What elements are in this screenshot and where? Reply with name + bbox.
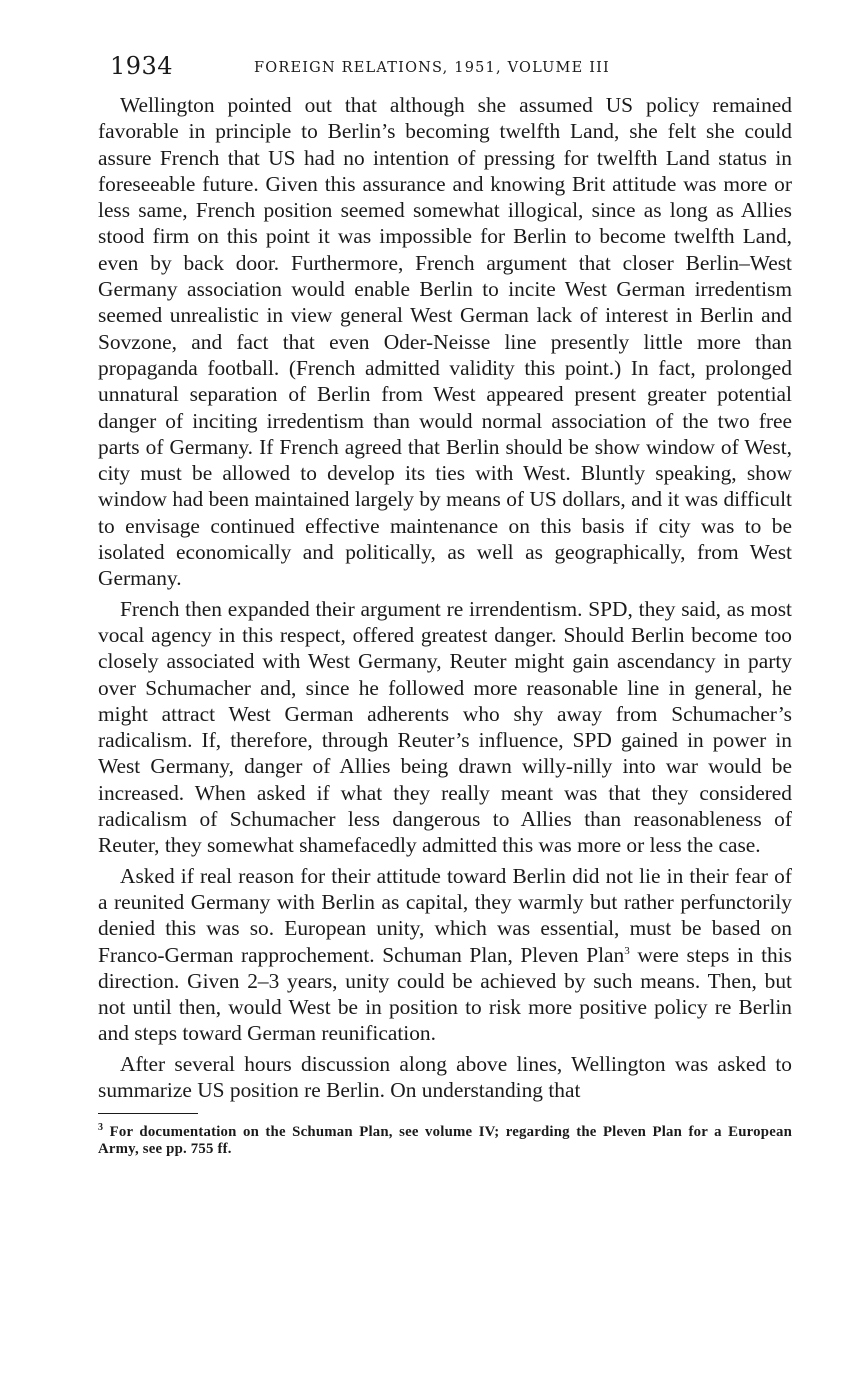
paragraph: French then expanded their argument re irrendentism. SPD, they said, as most vocal agency in this respect, offered greatest danger. Should Berlin become too closely associated with West Germany, Reuter might gain ascendancy in party over Schumacher and, since he followed more reasonable line in general, he might attract West German adherents who shy away from Schumacher’s radicalism. If, therefore, through Reuter’s influence, SPD gained in power in West Germany, danger of Allies being drawn willy-nilly into war would be increased. When asked if what they really meant was that they considered radicalism of Schumacher less dangerous to Allies than reasonableness of Reuter, they somewhat shamefacedly admitted this was more or less the case.: [98, 596, 792, 858]
footnote-text: For documentation on the Schuman Plan, see volume IV; regarding the Pleven Plan for a European Army, see pp. 755 ff.: [98, 1124, 792, 1158]
paragraph-text: were steps in this direction. Given 2–3 years, unity could be achieved by such means. Then, but not until then, would West be in position to risk more positive policy re Berlin and steps toward German reunification.: [98, 942, 793, 1046]
running-title: FOREIGN RELATIONS, 1951, VOLUME III: [254, 60, 610, 76]
paragraph-text: Asked if real reason for their attitude toward Berlin did not lie in their fear of a reunited Germany with Berlin as capital, they warmly but rather perfunctorily denied this was so. European unity, which was essential, must be based on Franco-German rapprochement. Schuman Plan, Pleven Plan: [98, 863, 792, 967]
footnote: [98, 1124, 792, 1158]
body-text: [98, 92, 792, 1103]
footnote-reference: 3: [624, 944, 630, 957]
document-page: [98, 50, 792, 1158]
paragraph: Wellington pointed out that although she assumed US policy remained favorable in principle to Berlin’s becoming twelfth Land, she felt she could assure French that US had no intention of pressing for twelfth Land status in foreseeable future. Given this assurance and knowing Brit attitude was more or less same, French position seemed somewhat illogical, since as long as Allies stood firm on this point it was impossible for Berlin to become twelfth Land, even by back door. Furthermore, French argument that closer Berlin–West Germany association would enable Berlin to incite West German irredentism seemed unrealistic in view general West German lack of interest in Berlin and Sovzone, and fact that even Oder-Neisse line presently little more than propaganda football. (French admitted validity this point.) In fact, prolonged unnatural separation of Berlin from West appeared present greater potential danger of inciting irredentism than would normal association of the two free parts of Germany. If French agreed that Berlin should be show window of West, city must be allowed to develop its ties with West. Bluntly speaking, show window had been maintained largely by means of US dollars, and it was difficult to envisage continued effective maintenance on this basis if city was to be isolated economically and politically, as well as geographically, from West Germany.: [98, 93, 792, 591]
paragraph-with-footnote-ref: [98, 863, 792, 1047]
page-number: 1934: [110, 52, 174, 80]
footnote-marker: 3: [98, 1122, 104, 1134]
footnote-divider: [98, 1113, 198, 1114]
paragraph: After several hours discussion along above lines, Wellington was asked to summarize US position re Berlin. On understanding that: [98, 1051, 792, 1102]
page-header: [98, 50, 792, 86]
